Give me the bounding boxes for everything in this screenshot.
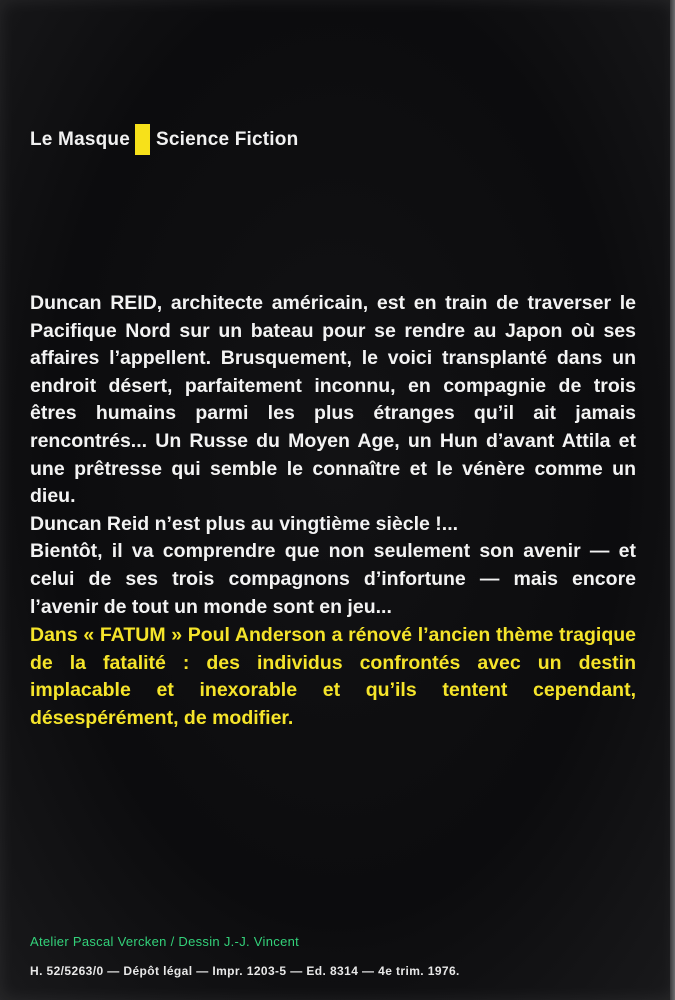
series-collection: Science Fiction	[156, 128, 299, 150]
series-separator-bar	[135, 124, 150, 155]
pitch-paragraph: Dans « FATUM » Poul Anderson a rénové l’ancien thème tragique de la fatalité : des individus confrontés avec un destin implacable et inexorable et qu’ils tentent cependant, désespérément, de modifier.	[30, 624, 636, 729]
legal-line: H. 52/5263/0 — Dépôt légal — Impr. 1203-5 — Ed. 8314 — 4e trim. 1976.	[30, 964, 460, 978]
cover-credits: Atelier Pascal Vercken / Dessin J.-J. Vincent	[30, 934, 300, 949]
cover-edge	[670, 0, 675, 1000]
series-header	[30, 124, 298, 155]
blurb	[30, 290, 636, 621]
blurb-paragraph-3: Bientôt, il va comprendre que non seulement son avenir — et celui de ses trois compagnons d’infortune — mais encore l’avenir de tout un monde sont en jeu...	[30, 540, 636, 618]
blurb-paragraph-2: Duncan Reid n’est plus au vingtième siècle !...	[30, 512, 459, 535]
blurb-paragraph-1: Duncan REID, architecte américain, est en train de traverser le Pacifique Nord sur un bateau pour se rendre au Japon où ses affaires l’appellent. Brusquement, le voici transplanté dans un endroit désert, parfaitement inconnu, en compagnie de trois êtres humains parmi les plus étranges qu’il ait jamais rencontrés... Un Russe du Moyen Age, un Hun d’avant Attila et une prêtresse qui semble le connaître et le vénère comme un dieu.	[30, 292, 636, 508]
series-publisher: Le Masque	[30, 128, 130, 150]
